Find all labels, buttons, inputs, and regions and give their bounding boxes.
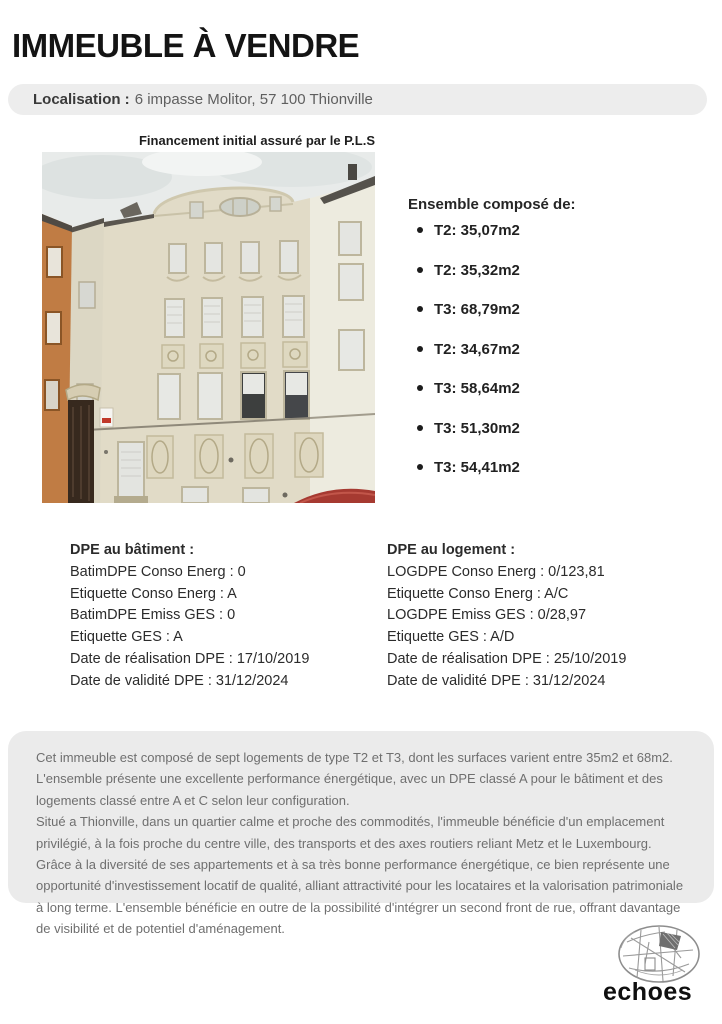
dpe-batiment-line: BatimDPE Conso Energ : 0 bbox=[70, 563, 246, 580]
dpe-batiment-line: BatimDPE Emiss GES : 0 bbox=[70, 607, 236, 624]
dpe-logement-line: Date de réalisation DPE : 25/10/2019 bbox=[387, 650, 627, 667]
echoes-logo-text: echoes bbox=[603, 978, 693, 1006]
dpe-batiment-line: Date de réalisation DPE : 17/10/2019 bbox=[70, 650, 310, 667]
unit-list-item: T2: 35,32m2 bbox=[417, 262, 576, 279]
building-photo-illustration bbox=[42, 152, 375, 503]
dpe-logement-line: LOGDPE Emiss GES : 0/28,97 bbox=[387, 607, 587, 624]
dpe-batiment-line: Etiquette GES : A bbox=[70, 629, 183, 646]
unit-list-item: T3: 51,30m2 bbox=[417, 420, 576, 437]
dpe-batiment-section bbox=[70, 540, 309, 693]
unit-list-item: T2: 34,67m2 bbox=[417, 341, 576, 358]
unit-list bbox=[417, 222, 576, 476]
description-paragraph: Situé a Thionville, dans un quartier calme et proche des commodités, l'immeuble bénéficie d'un emplacement privilégié, à la fois proche du centre ville, des transports et des axes routiers reliant Metz et le Luxembourg. Grâce à la diversité de ses appartements et à sa très bonne performance énergétique, ce bien représente une opportunité d'investissement locatif de qualité, alliant attractivité pour les locataires et la valorisation patrimoniale à long terme. L'ensemble bénéficie en outre de la possibilité d'intégrer un second front de rue, offrant davantage de visibilité et de potentiel d'aménagement. bbox=[36, 814, 684, 937]
dpe-batiment-line: Etiquette Conso Energ : A bbox=[70, 585, 237, 602]
ensemble-heading: Ensemble composé de: bbox=[408, 196, 576, 213]
globe-map-icon bbox=[615, 924, 703, 986]
dpe-batiment-line: Date de validité DPE : 31/12/2024 bbox=[70, 672, 289, 689]
dpe-batiment-heading: DPE au bâtiment : bbox=[70, 542, 195, 558]
location-value: 6 impasse Molitor, 57 100 Thionville bbox=[134, 91, 373, 108]
dpe-logement-line: Etiquette GES : A/D bbox=[387, 629, 515, 646]
unit-list-item: T3: 68,79m2 bbox=[417, 301, 576, 318]
dpe-logement-line: Date de validité DPE : 31/12/2024 bbox=[387, 672, 606, 689]
building-photo bbox=[42, 152, 375, 503]
dpe-logement-line: LOGDPE Conso Energ : 0/123,81 bbox=[387, 563, 605, 580]
unit-list-item: T3: 58,64m2 bbox=[417, 380, 576, 397]
ensemble-section bbox=[408, 196, 576, 499]
financing-caption: Financement initial assuré par le P.L.S bbox=[138, 133, 375, 148]
unit-list-item: T3: 54,41m2 bbox=[417, 459, 576, 476]
location-bar bbox=[8, 84, 707, 115]
dpe-logement-section bbox=[387, 540, 626, 693]
description-paragraph: Cet immeuble est composé de sept logements de type T2 et T3, dont les surfaces varient entre 35m2 et 68m2. bbox=[36, 750, 673, 765]
unit-list-item: T2: 35,07m2 bbox=[417, 222, 576, 239]
dpe-logement-heading: DPE au logement : bbox=[387, 542, 516, 558]
description-box bbox=[8, 731, 714, 937]
location-label: Localisation : bbox=[33, 91, 130, 108]
echoes-logo bbox=[603, 922, 715, 1014]
dpe-logement-line: Etiquette Conso Energ : A/C bbox=[387, 585, 569, 602]
description-paragraph: L'ensemble présente une excellente performance énergétique, avec un DPE classé A pour le bâtiment et des logements classé entre A et C selon leur configuration. bbox=[36, 771, 663, 808]
page-title: IMMEUBLE À VENDRE bbox=[12, 27, 360, 64]
